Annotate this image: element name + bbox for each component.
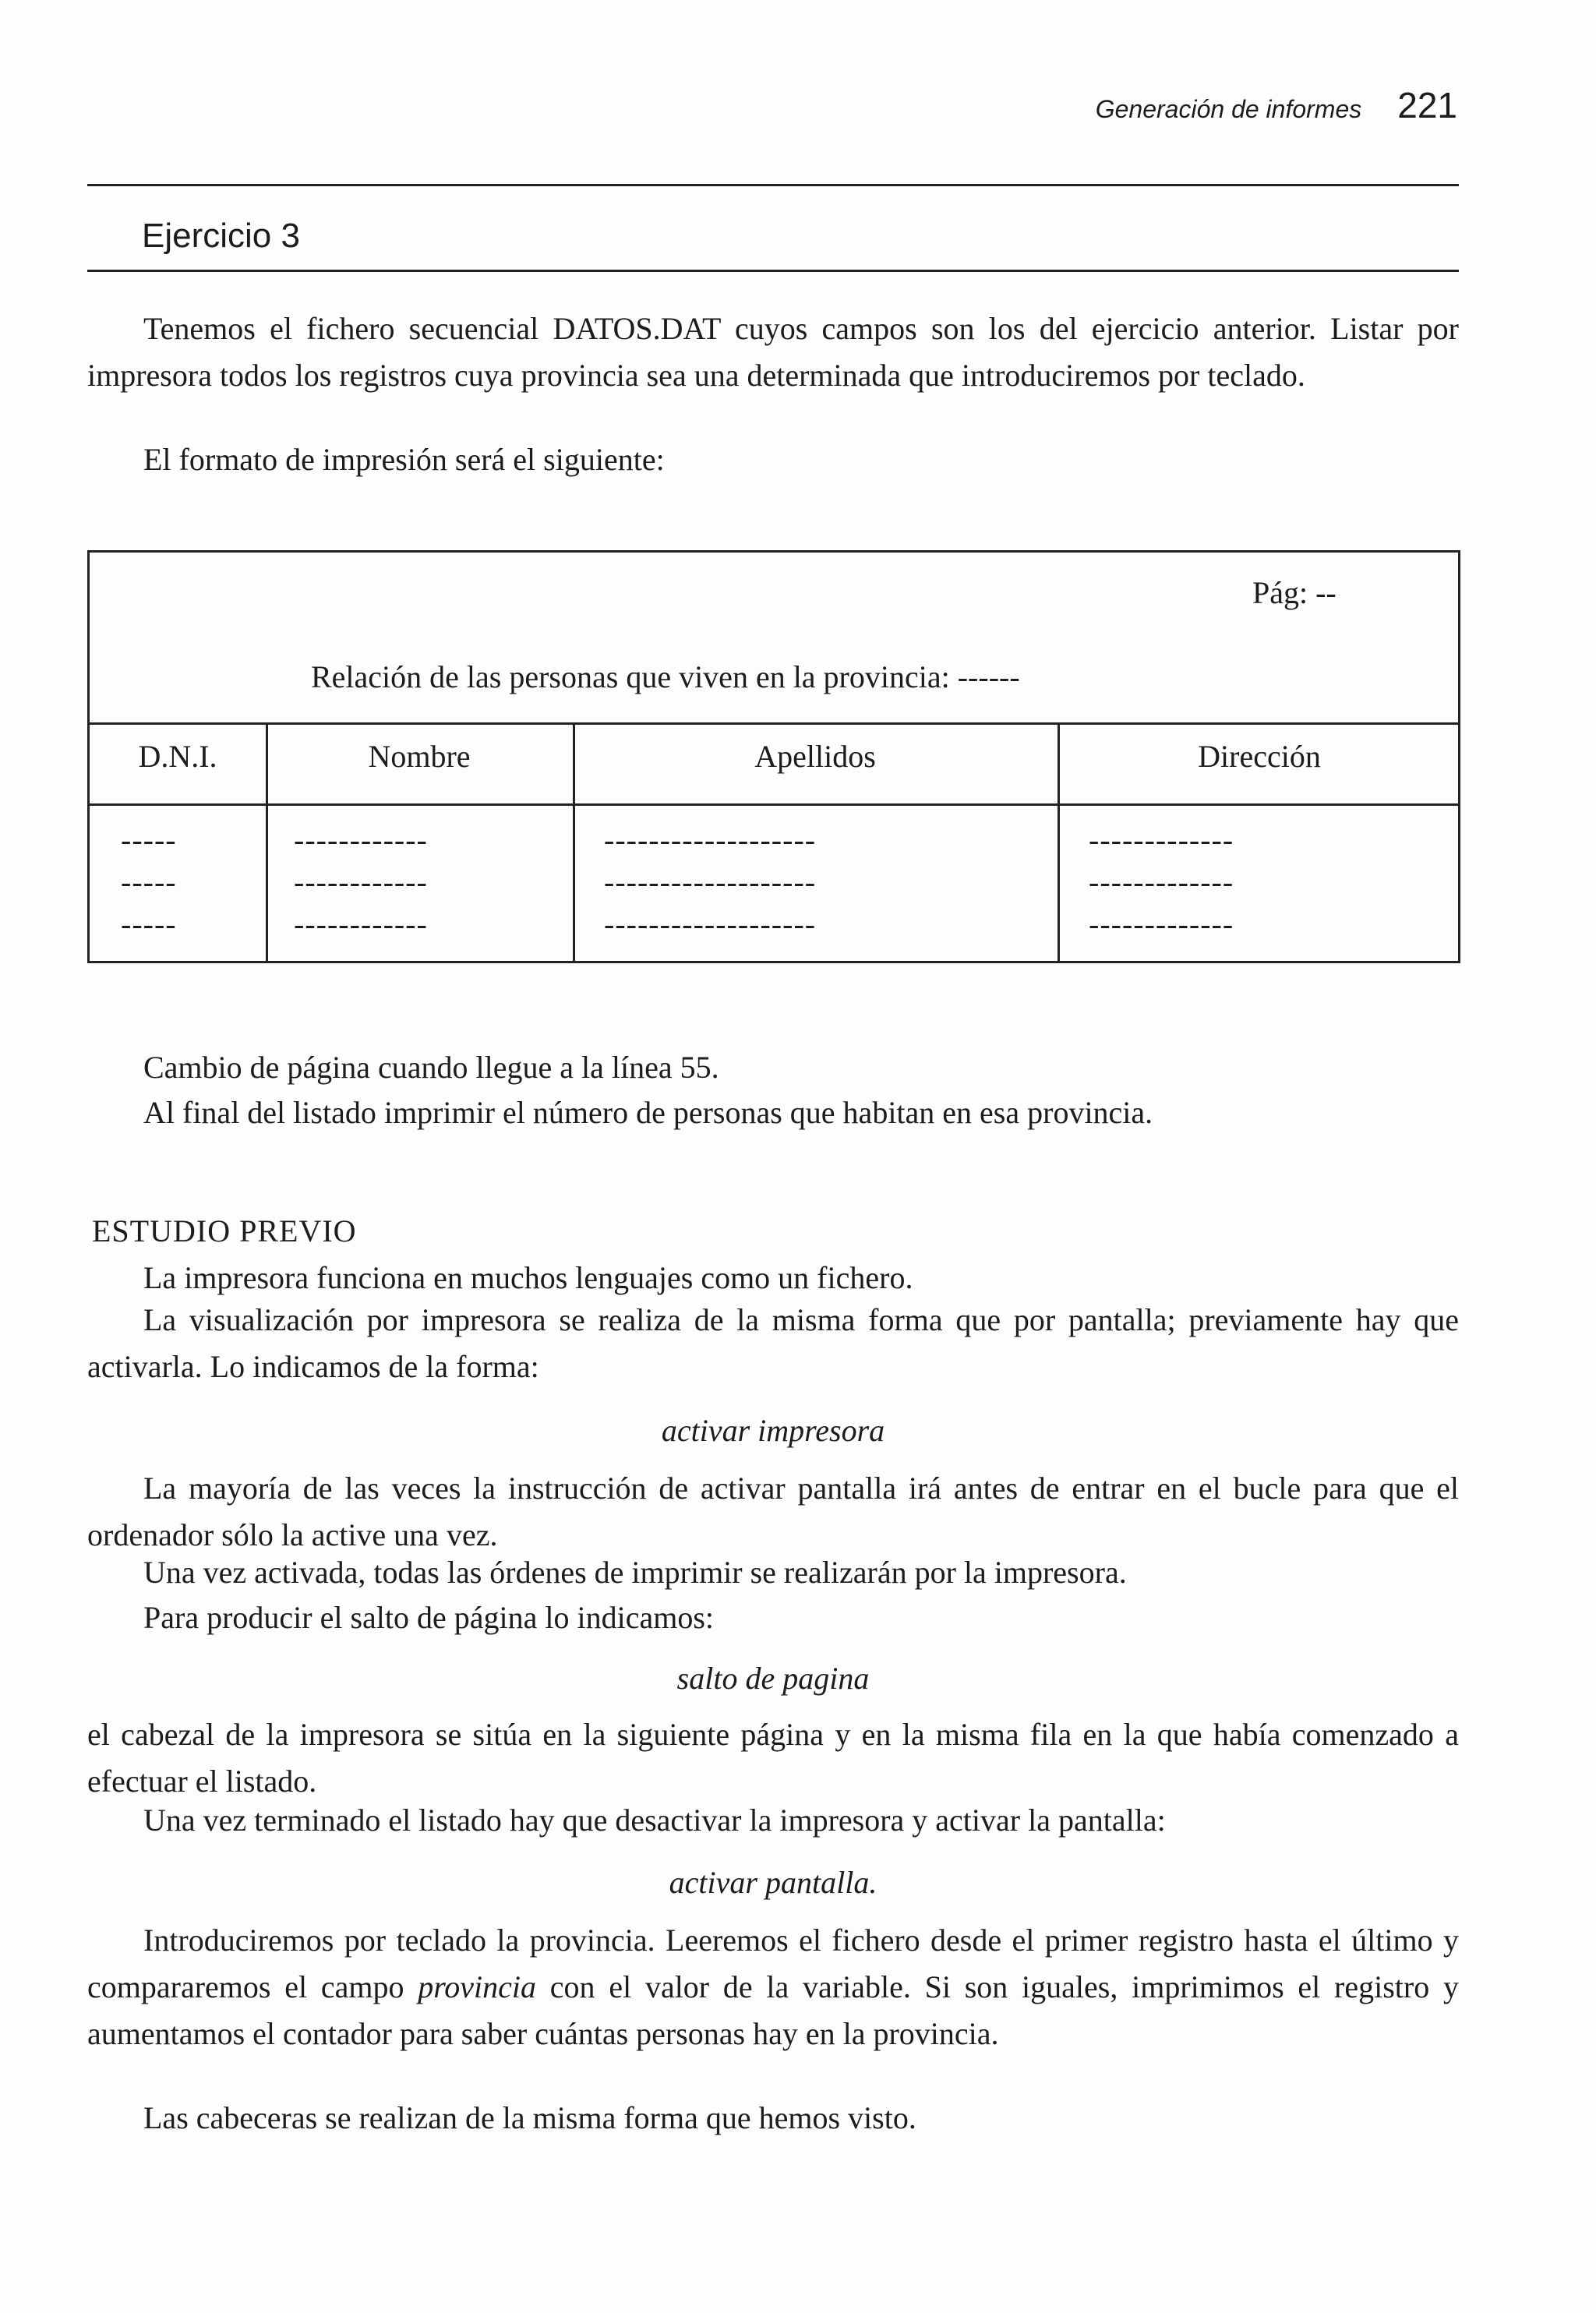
column-header-apellidos: Apellidos <box>754 739 876 774</box>
study-paragraph: La impresora funciona en muchos lenguajes como un fichero. <box>143 1260 913 1295</box>
study-paragraph: La visualización por impresora se realiza de la misma forma que por pantalla; previamente hay que activarla. Lo indicamos de la forma: <box>87 1302 1459 1384</box>
page-number: 221 <box>1397 85 1457 125</box>
study-paragraph: Para producir el salto de página lo indicamos: <box>143 1600 715 1635</box>
exercise-intro: Tenemos el fichero secuencial DATOS.DAT cuyos campos son los del ejercicio anterior. Listar por impresora todos los registros cuya provincia sea una determinada que introduciremos por teclado. <box>87 311 1459 393</box>
final-count-note: Al final del listado imprimir el número de personas que habitan en esa provincia. <box>143 1095 1153 1130</box>
report-layout-box <box>87 550 1460 963</box>
study-paragraph: Una vez terminado el listado hay que desactivar la impresora y activar la pantalla: <box>143 1803 1166 1838</box>
dash-placeholder: ------------- ------------- ------------- <box>1089 822 1234 941</box>
study-paragraph: Introduciremos por teclado la provincia. Leeremos el fichero desde el primer registro hasta el último y compararemos el campo provincia con el valor de la variable. Si son iguales, imprimimos el registro y aumentamos el contador para saber cuántas personas hay en la provincia. <box>87 1923 1459 2051</box>
dash-placeholder: ------------------- ------------------- ------------------- <box>604 822 817 941</box>
column-divider <box>90 803 1458 806</box>
column-header-nombre: Nombre <box>368 739 471 774</box>
page-label: Pág: -- <box>1252 575 1336 610</box>
running-title: Generación de informes <box>1095 95 1362 123</box>
header-divider <box>90 722 1458 725</box>
study-paragraph: La mayoría de las veces la instrucción de activar pantalla irá antes de entrar en el bucle para que el ordenador sólo la active una vez. <box>87 1471 1459 1552</box>
column-header-direccion: Dirección <box>1198 739 1321 774</box>
page-break-note: Cambio de página cuando llegue a la línea 55. <box>143 1050 719 1085</box>
section-heading: ESTUDIO PREVIO <box>92 1213 357 1248</box>
study-paragraph: Una vez activada, todas las órdenes de imprimir se realizarán por la impresora. <box>143 1555 1127 1590</box>
format-line: El formato de impresión será el siguiente: <box>143 442 665 477</box>
code-line: activar pantalla. <box>669 1865 877 1900</box>
study-paragraph: Las cabeceras se realizan de la misma forma que hemos visto. <box>143 2100 916 2135</box>
title-rule <box>87 270 1459 272</box>
top-rule <box>87 184 1459 186</box>
exercise-title: Ejercicio 3 <box>142 217 300 255</box>
column-header-dni: D.N.I. <box>138 739 217 774</box>
dash-placeholder: ------------ ------------ ------------ <box>294 822 428 941</box>
study-paragraph: el cabezal de la impresora se sitúa en la siguiente página y en la misma fila en la que había comenzado a efectuar el listado. <box>87 1717 1459 1799</box>
code-line: salto de pagina <box>676 1661 870 1696</box>
field-name: provincia <box>418 1969 537 2004</box>
relation-label: Relación de las personas que viven en la provincia: ------ <box>311 659 1020 694</box>
dash-placeholder: ----- ----- ----- <box>121 822 177 941</box>
code-line: activar impresora <box>661 1413 885 1448</box>
running-head <box>857 84 1457 126</box>
